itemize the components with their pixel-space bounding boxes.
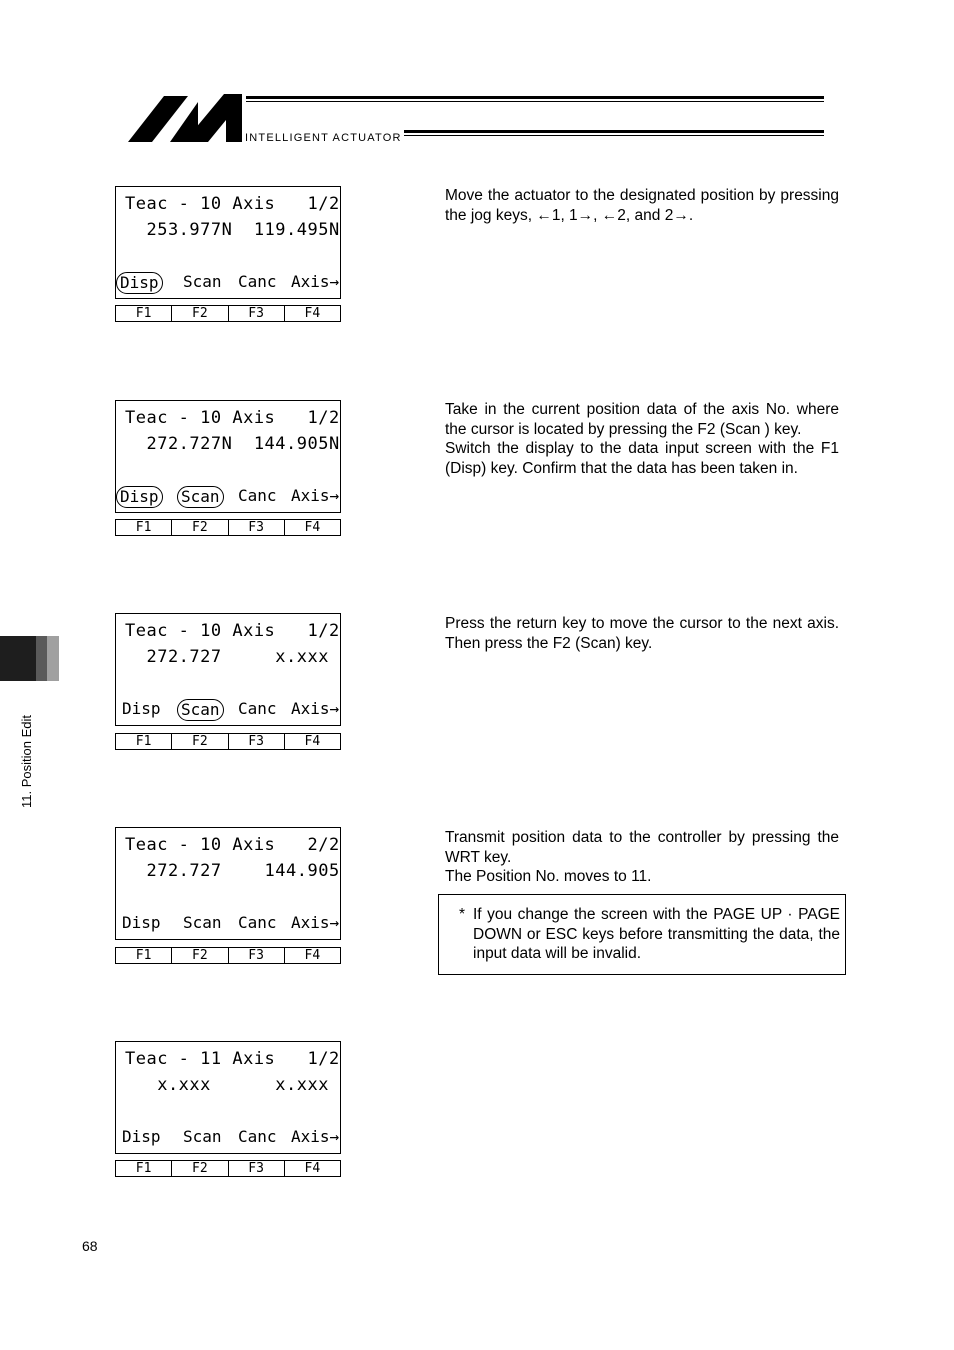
softkey-row (122, 699, 340, 721)
softkey-canc[interactable]: Canc (238, 272, 277, 291)
f4-key[interactable]: F4 (284, 520, 340, 535)
f1-key[interactable]: F1 (135, 520, 152, 535)
f1-key[interactable]: F1 (135, 1161, 152, 1176)
softkey-axis[interactable]: Axis→ (291, 913, 340, 932)
softkey-row (122, 913, 340, 935)
lcd-screen-4 (115, 827, 341, 940)
step-description-4 (445, 828, 839, 887)
softkey-scan[interactable]: Scan (183, 272, 222, 291)
header-rule-top (246, 96, 824, 102)
softkey-disp[interactable]: Disp (122, 699, 161, 718)
lcd-line-2: x.xxx x.xxx (125, 1075, 329, 1095)
f3-key[interactable]: F3 (228, 734, 284, 749)
chapter-tab (0, 636, 59, 681)
f4-key[interactable]: F4 (284, 1161, 340, 1176)
lcd-line-1: Teac - 11 Axis 1/2 (125, 1049, 340, 1069)
f3-key[interactable]: F3 (228, 948, 284, 963)
step-description-2 (445, 400, 839, 478)
note-asterisk: * (459, 906, 466, 923)
lcd-line-1: Teac - 10 Axis 1/2 (125, 194, 340, 214)
softkey-row (122, 1127, 340, 1149)
f4-key[interactable]: F4 (284, 734, 340, 749)
softkey-axis[interactable]: Axis→ (291, 486, 340, 505)
header-rule-bottom (404, 130, 824, 136)
warning-note (438, 894, 846, 975)
f2-key[interactable]: F2 (171, 1161, 227, 1176)
fkey-row-2 (115, 519, 341, 536)
f3-key[interactable]: F3 (228, 1161, 284, 1176)
chapter-label: 11. Position Edit (19, 715, 34, 808)
fkey-row-1 (115, 305, 341, 322)
f3-key[interactable]: F3 (228, 306, 284, 321)
lcd-screen-5 (115, 1041, 341, 1154)
paragraph: Transmit position data to the controller by pressing the WRT key. (445, 829, 839, 866)
iai-logo-mark-icon (126, 92, 246, 146)
brand-text: INTELLIGENT ACTUATOR (245, 132, 402, 144)
lcd-line-1: Teac - 10 Axis 1/2 (125, 621, 340, 641)
softkey-canc[interactable]: Canc (238, 913, 277, 932)
softkey-disp[interactable]: Disp (116, 272, 163, 294)
lcd-screen-1 (115, 186, 341, 299)
lcd-line-2: 253.977N 119.495N (125, 220, 340, 240)
softkey-scan[interactable]: Scan (183, 913, 222, 932)
f2-key[interactable]: F2 (171, 520, 227, 535)
f3-key[interactable]: F3 (228, 520, 284, 535)
note-text: If you change the screen with the PAGE UP · PAGE DOWN or ESC keys before transmitting the data, the input data will be invalid. (473, 906, 840, 962)
lcd-line-2: 272.727N 144.905N (125, 434, 340, 454)
softkey-scan[interactable]: Scan (183, 1127, 222, 1146)
lcd-line-1: Teac - 10 Axis 2/2 (125, 835, 340, 855)
lcd-line-2: 272.727 144.905 (125, 861, 340, 881)
softkey-canc[interactable]: Canc (238, 699, 277, 718)
iai-logo (126, 92, 826, 148)
softkey-disp[interactable]: Disp (116, 486, 163, 508)
softkey-scan[interactable]: Scan (177, 699, 224, 721)
paragraph: Take in the current position data of the axis No. where the cursor is located by pressing the F2 (Scan ) key. (445, 401, 839, 438)
f1-key[interactable]: F1 (135, 948, 152, 963)
fkey-row-5 (115, 1160, 341, 1177)
paragraph: Move the actuator to the designated position by pressing the jog keys, ←1, 1→, ←2, and 2→. (445, 187, 839, 224)
step-description-1 (445, 186, 839, 225)
softkey-axis[interactable]: Axis→ (291, 1127, 340, 1146)
fkey-row-3 (115, 733, 341, 750)
softkey-row (122, 272, 340, 294)
f4-key[interactable]: F4 (284, 306, 340, 321)
f4-key[interactable]: F4 (284, 948, 340, 963)
f2-key[interactable]: F2 (171, 306, 227, 321)
lcd-line-1: Teac - 10 Axis 1/2 (125, 408, 340, 428)
softkey-canc[interactable]: Canc (238, 486, 277, 505)
softkey-canc[interactable]: Canc (238, 1127, 277, 1146)
lcd-screen-2 (115, 400, 341, 513)
f2-key[interactable]: F2 (171, 734, 227, 749)
paragraph: Press the return key to move the cursor to the next axis. Then press the F2 (Scan) key. (445, 615, 839, 652)
fkey-row-4 (115, 947, 341, 964)
paragraph: Switch the display to the data input screen with the F1 (Disp) key. Confirm that the data has been taken in. (445, 440, 839, 477)
softkey-axis[interactable]: Axis→ (291, 272, 340, 291)
softkey-disp[interactable]: Disp (122, 913, 161, 932)
f1-key[interactable]: F1 (135, 734, 152, 749)
paragraph: The Position No. moves to 11. (445, 868, 652, 885)
f2-key[interactable]: F2 (171, 948, 227, 963)
f1-key[interactable]: F1 (135, 306, 152, 321)
lcd-screen-3 (115, 613, 341, 726)
page-number: 68 (82, 1238, 98, 1254)
softkey-scan[interactable]: Scan (177, 486, 224, 508)
softkey-row (122, 486, 340, 508)
step-description-3 (445, 614, 839, 653)
softkey-axis[interactable]: Axis→ (291, 699, 340, 718)
softkey-disp[interactable]: Disp (122, 1127, 161, 1146)
lcd-line-2: 272.727 x.xxx (125, 647, 329, 667)
